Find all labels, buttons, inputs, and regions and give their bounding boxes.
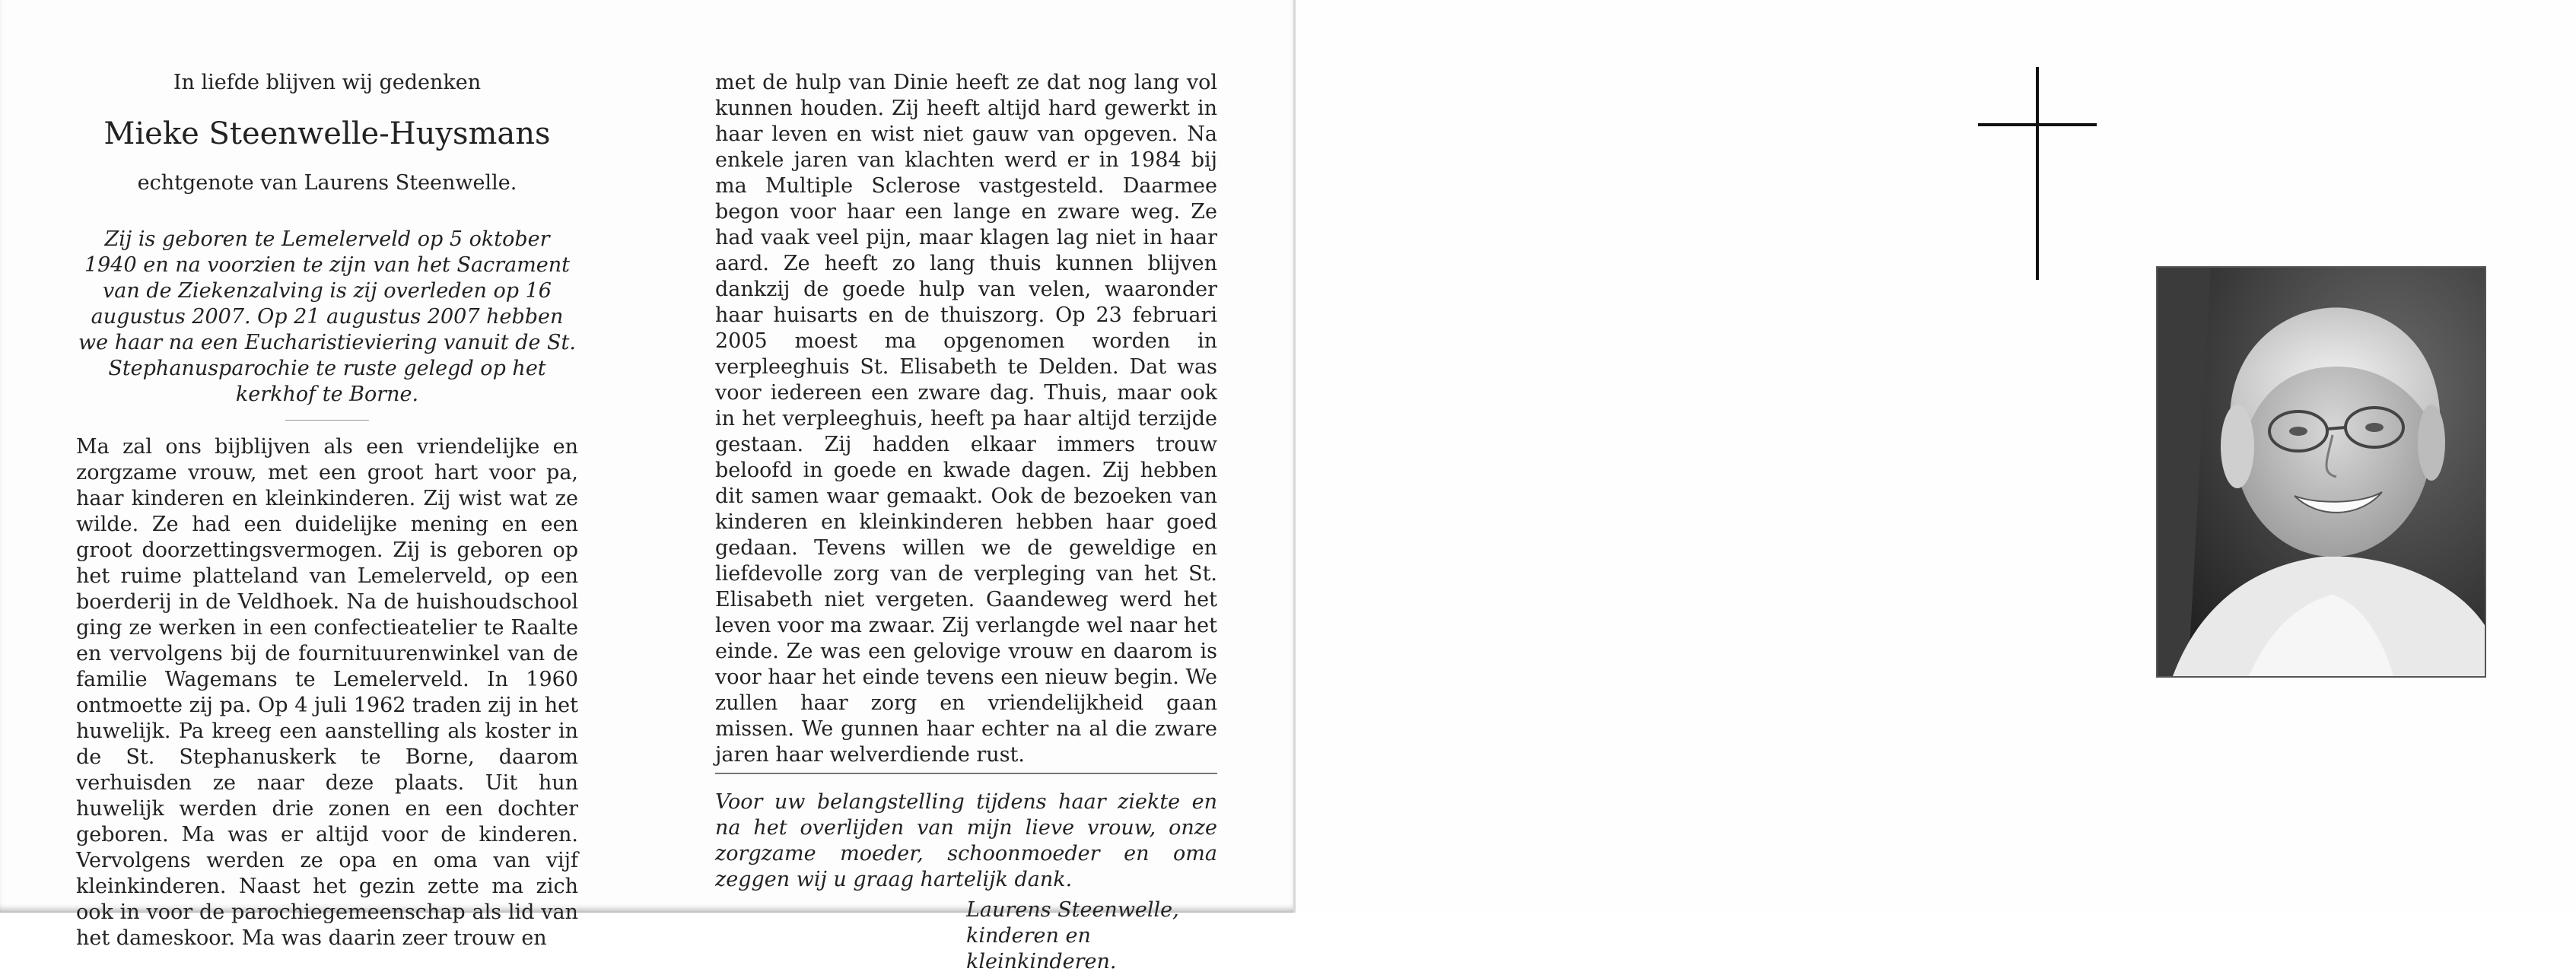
long-divider: [715, 773, 1217, 774]
left-column: [76, 70, 578, 951]
right-column: [715, 70, 1217, 975]
portrait-illustration: [2158, 268, 2485, 676]
signature-line-2: kinderen en kleinkinderen.: [966, 924, 1117, 973]
portrait-photo: [2156, 266, 2486, 678]
intro-line: In liefde blijven wij gedenken: [173, 71, 482, 94]
spouse-line: echtgenote van Laurens Steenwelle.: [137, 171, 517, 195]
signature-line-1: Laurens Steenwelle,: [966, 898, 1179, 922]
birth-death-paragraph: Zij is geboren te Lemelerveld op 5 oktober 1940 en na voorzien te zijn van het Sacrament van de Ziekenzalving is zij overleden op 16 augustus 2007. Op 21 augustus 2007 hebben we haar na een Eucharistieviering vanuit de St. Stephanusparochie te ruste gelegd op het kerkhof te Borne.: [78, 227, 576, 406]
deceased-name: Mieke Steenwelle-Huysmans: [103, 116, 551, 151]
thanks-paragraph: Voor uw belangstelling tijdens haar ziekte en na het overlijden van mijn lieve vrouw, onze zorgzame moeder, schoonmoeder en oma zeggen wij u graag hartelijk dank.: [715, 790, 1217, 891]
life-story-paragraph: Ma zal ons bijblijven als een vriendelijke en zorgzame vrouw, met een groot hart voor pa, haar kinderen en kleinkinderen. Zij wist wat ze wilde. Ze had een duidelijke mening en een groot doorzettingsvermogen. Zij is geboren op het ruime platteland van Lemelerveld, op een boerderij in de Veldhoek. Na de huishoudschool ging ze werken in een confectieatelier te Raalte en vervolgens bij de fournituurenwinkel van de familie Wagemans te Lemelerveld. In 1960 ontmoette zij pa. Op 4 juli 1962 traden zij in het huwelijk. Pa kreeg een aanstelling als koster in de St. Stephanuskerk te Borne, daarom verhuisden ze naar deze plaats. Uit hun huwelijk werden drie zonen en een dochter geboren. Ma was er altijd voor de kinderen. Vervolgens werden ze opa en oma van vijf kleinkinderen. Naast het gezin zette ma zich ook in voor de parochiegemeenschap als lid van het dameskoor. Ma was daarin zeer trouw en: [76, 435, 578, 950]
cross-vertical-bar: [2036, 67, 2039, 280]
cross-icon: [1978, 67, 2097, 280]
life-story-continuation: met de hulp van Dinie heeft ze dat nog lang vol kunnen houden. Zij heeft altijd hard gewerkt in haar leven en wist niet gauw van opgeven. Na enkele jaren van klachten werd er in 1984 bij ma Multiple Sclerose vastgesteld. Daarmee begon voor haar een lange en zware weg. Ze had vaak veel pijn, maar klagen lag niet in haar aard. Ze heeft zo lang thuis kunnen blijven dankzij de goede hulp van velen, waaronder haar huisarts en de thuiszorg. Op 23 februari 2005 moest ma opgenomen worden in verpleeghuis St. Elisabeth te Delden. Dat was voor iedereen een zware dag. Thuis, maar ook in het verpleeghuis, heeft pa haar altijd terzijde gestaan. Zij hadden elkaar immers trouw beloofd in goede en kwade dagen. Zij hebben dit samen waar gemaakt. Ook de bezoeken van kinderen en kleinkinderen hebben haar goed gedaan. Tevens willen we de geweldige en liefdevolle zorg van de verpleging van het St. Elisabeth niet vergeten. Gaandeweg werd het leven voor ma zwaar. Zij verlangde wel naar het einde. Ze was een gelovige vrouw en daarom is voor haar het einde tevens een nieuw begin. We zullen haar zorg en vriendelijkheid gaan missen. We gunnen haar echter na al die zware jaren haar welverdiende rust.: [715, 71, 1217, 767]
cross-horizontal-bar: [1978, 123, 2097, 126]
short-divider: [285, 420, 369, 421]
